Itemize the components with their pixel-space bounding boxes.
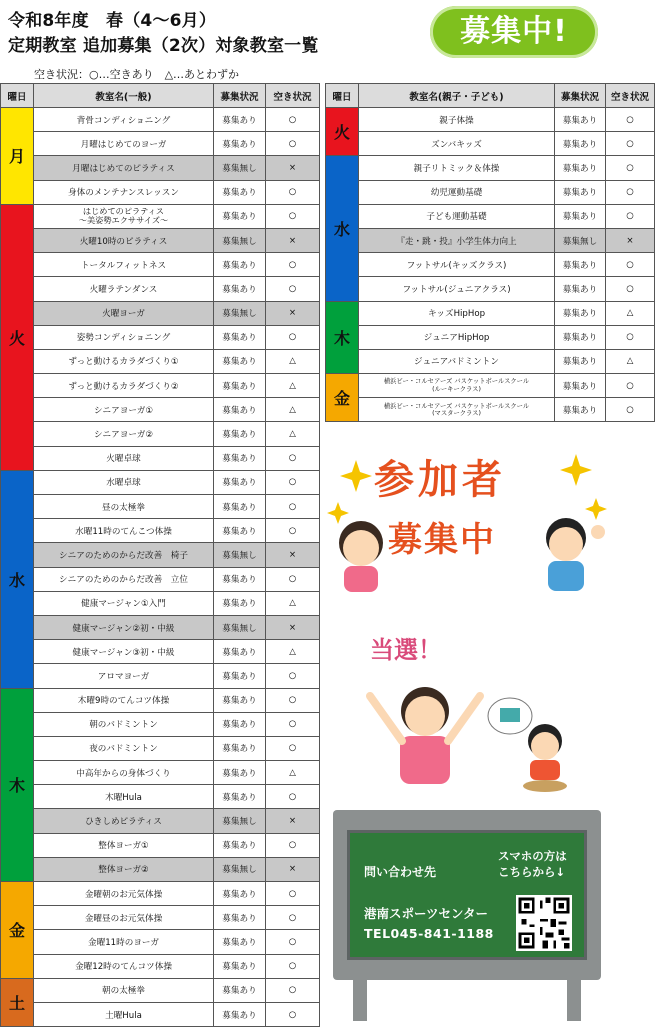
availability-cell: × — [266, 809, 320, 833]
table-row — [1, 809, 320, 833]
class-name-cell: 身体のメンテナンスレッスン — [34, 180, 214, 204]
day-cell: 木 — [1, 688, 34, 882]
table-row — [1, 785, 320, 809]
class-name-cell: 金曜11時のヨーガ — [34, 930, 214, 954]
status-cell: 募集あり — [214, 519, 266, 543]
class-name-cell: 火曜ヨーガ — [34, 301, 214, 325]
family-table-header — [326, 84, 655, 108]
class-name-cell: ジュニアバドミントン — [359, 349, 555, 373]
status-cell: 募集あり — [214, 470, 266, 494]
table-row — [1, 954, 320, 978]
class-name-cell: フットサル(ジュニアクラス) — [359, 277, 555, 301]
availability-cell: ○ — [266, 325, 320, 349]
status-cell: 募集あり — [214, 688, 266, 712]
status-cell: 募集あり — [214, 446, 266, 470]
class-name-cell: 親子リトミック＆体操 — [359, 156, 555, 180]
table-row — [1, 204, 320, 228]
table-row — [1, 374, 320, 398]
availability-cell: ○ — [606, 156, 655, 180]
availability-legend: 空き状況：○…空きあり △…あとわずか — [34, 68, 240, 81]
availability-cell: ○ — [266, 567, 320, 591]
availability-cell: × — [266, 228, 320, 252]
availability-cell: × — [266, 543, 320, 567]
availability-cell: ○ — [266, 108, 320, 132]
availability-cell: ○ — [606, 180, 655, 204]
availability-cell: ○ — [266, 470, 320, 494]
class-name-cell: ずっと動けるカラダづくり① — [34, 349, 214, 373]
phone-number: TEL045-841-1188 — [364, 926, 494, 941]
status-cell: 募集あり — [214, 930, 266, 954]
table-row — [1, 1002, 320, 1026]
table-row — [326, 180, 655, 204]
status-cell: 募集あり — [214, 495, 266, 519]
table-row — [1, 640, 320, 664]
status-cell: 募集あり — [555, 398, 606, 422]
class-name-header: 教室名(親子・子ども) — [359, 84, 555, 108]
class-name-cell: ひきしめピラティス — [34, 809, 214, 833]
table-row — [326, 228, 655, 252]
day-cell: 火 — [326, 108, 359, 156]
class-name-cell: 子ども運動基礎 — [359, 204, 555, 228]
status-cell: 募集あり — [214, 277, 266, 301]
table-row — [1, 422, 320, 446]
table-row — [1, 664, 320, 688]
contact-board — [333, 810, 601, 1022]
availability-cell: ○ — [266, 664, 320, 688]
class-name-cell: 夜のバドミントン — [34, 736, 214, 760]
table-row — [1, 253, 320, 277]
table-row — [326, 349, 655, 373]
table-row — [326, 374, 655, 398]
class-name-cell: キッズHipHop — [359, 301, 555, 325]
status-cell: 募集無し — [214, 156, 266, 180]
status-cell: 募集あり — [555, 253, 606, 277]
celebrating-people-illustration — [340, 626, 610, 801]
board-panel — [347, 830, 587, 960]
availability-cell: ○ — [266, 882, 320, 906]
table-row — [1, 882, 320, 906]
class-name-cell: 木曜Hula — [34, 785, 214, 809]
availability-cell: ○ — [606, 132, 655, 156]
status-cell: 募集あり — [214, 785, 266, 809]
table-row — [1, 906, 320, 930]
availability-cell: × — [266, 615, 320, 639]
class-name-cell: 水曜11時のてんこつ体操 — [34, 519, 214, 543]
table-row — [1, 349, 320, 373]
table-row — [1, 930, 320, 954]
class-name-cell: フットサル(キッズクラス) — [359, 253, 555, 277]
class-name-cell: 土曜Hula — [34, 1002, 214, 1026]
table-row — [1, 132, 320, 156]
status-cell: 募集あり — [555, 204, 606, 228]
class-name-cell: 金曜朝のお元気体操 — [34, 882, 214, 906]
availability-header: 空き状況 — [606, 84, 655, 108]
status-cell: 募集あり — [214, 761, 266, 785]
table-row — [326, 398, 655, 422]
availability-cell: × — [266, 857, 320, 881]
availability-cell: ○ — [606, 253, 655, 277]
day-cell: 水 — [326, 156, 359, 301]
table-row — [1, 736, 320, 760]
table-row — [1, 495, 320, 519]
status-cell: 募集あり — [555, 349, 606, 373]
smartphone-label: スマホの方は こちらから↓ — [498, 849, 567, 879]
table-row — [326, 108, 655, 132]
status-cell: 募集あり — [214, 591, 266, 615]
status-cell: 募集あり — [555, 156, 606, 180]
class-name-cell: 横浜ビー・コルセアーズ バスケットボールスクール (ルーキークラス) — [359, 374, 555, 398]
availability-cell: ○ — [606, 325, 655, 349]
table-row — [1, 567, 320, 591]
participants-heading: 参加者 — [374, 457, 506, 503]
class-name-cell: 昼の太極拳 — [34, 495, 214, 519]
class-name-cell: 火曜ラテンダンス — [34, 277, 214, 301]
status-cell: 募集あり — [555, 108, 606, 132]
table-row — [326, 204, 655, 228]
availability-header: 空き状況 — [266, 84, 320, 108]
availability-cell: × — [266, 156, 320, 180]
status-cell: 募集無し — [214, 857, 266, 881]
availability-cell: ○ — [266, 253, 320, 277]
class-name-cell: シニアヨーガ① — [34, 398, 214, 422]
class-name-cell: 朝のバドミントン — [34, 712, 214, 736]
table-row — [1, 615, 320, 639]
status-cell: 募集無し — [214, 809, 266, 833]
class-name-cell: 金曜昼のお元気体操 — [34, 906, 214, 930]
class-name-cell: 朝の太極拳 — [34, 978, 214, 1002]
family-class-table — [325, 83, 655, 422]
status-cell: 募集あり — [214, 640, 266, 664]
people-illustration — [326, 440, 616, 600]
class-name-cell: 金曜12時のてんコツ体操 — [34, 954, 214, 978]
general-table-header — [1, 84, 320, 108]
availability-cell: ○ — [266, 736, 320, 760]
class-name-cell: 『走・跳・投』小学生体力向上 — [359, 228, 555, 252]
page-title: 令和8年度 春（4～6月） — [8, 11, 217, 31]
availability-cell: ○ — [606, 374, 655, 398]
class-name-cell: 健康マージャン③初・中級 — [34, 640, 214, 664]
winner-illustration — [340, 626, 610, 801]
status-cell: 募集あり — [214, 712, 266, 736]
table-row — [1, 277, 320, 301]
availability-cell: × — [606, 228, 655, 252]
day-cell: 金 — [326, 374, 359, 422]
day-header: 曜日 — [1, 84, 34, 108]
availability-cell: ○ — [266, 688, 320, 712]
day-cell: 火 — [1, 204, 34, 470]
class-name-cell: シニアのためのからだ改善 立位 — [34, 567, 214, 591]
status-cell: 募集あり — [214, 325, 266, 349]
availability-cell: ○ — [266, 277, 320, 301]
table-row — [1, 688, 320, 712]
status-cell: 募集無し — [555, 228, 606, 252]
table-row — [1, 857, 320, 881]
board-leg-right — [567, 975, 581, 1021]
class-name-cell: 整体ヨーガ② — [34, 857, 214, 881]
availability-cell: ○ — [606, 108, 655, 132]
class-name-cell: 姿勢コンディショニング — [34, 325, 214, 349]
status-cell: 募集無し — [214, 228, 266, 252]
status-cell: 募集あり — [214, 108, 266, 132]
page-subtitle: 定期教室 追加募集（2次）対象教室一覧 — [8, 36, 319, 56]
availability-cell: ○ — [266, 1002, 320, 1026]
status-cell: 募集あり — [214, 180, 266, 204]
availability-cell: ○ — [266, 930, 320, 954]
availability-cell: △ — [266, 761, 320, 785]
status-cell: 募集あり — [214, 253, 266, 277]
day-cell: 土 — [1, 978, 34, 1026]
status-cell: 募集あり — [214, 349, 266, 373]
status-cell: 募集あり — [214, 954, 266, 978]
status-cell: 募集無し — [214, 543, 266, 567]
class-name-cell: 火曜10時のピラティス — [34, 228, 214, 252]
status-cell: 募集無し — [214, 301, 266, 325]
availability-cell: △ — [266, 422, 320, 446]
table-row — [1, 761, 320, 785]
status-cell: 募集あり — [214, 204, 266, 228]
class-name-cell: 親子体操 — [359, 108, 555, 132]
status-header: 募集状況 — [214, 84, 266, 108]
participants-illustration — [326, 440, 616, 600]
class-name-cell: 中高年からの身体づくり — [34, 761, 214, 785]
status-cell: 募集あり — [555, 277, 606, 301]
availability-cell: ○ — [266, 180, 320, 204]
table-row — [1, 325, 320, 349]
status-cell: 募集あり — [214, 833, 266, 857]
day-cell: 金 — [1, 882, 34, 979]
status-cell: 募集あり — [214, 906, 266, 930]
table-row — [326, 325, 655, 349]
availability-cell: ○ — [266, 954, 320, 978]
status-cell: 募集あり — [555, 180, 606, 204]
class-name-cell: はじめてのピラティス ～美姿勢エクササイズ～ — [34, 204, 214, 228]
table-row — [326, 253, 655, 277]
class-name-cell: 月曜はじめてのピラティス — [34, 156, 214, 180]
status-cell: 募集あり — [214, 422, 266, 446]
table-row — [326, 301, 655, 325]
day-cell: 木 — [326, 301, 359, 374]
status-cell: 募集あり — [555, 301, 606, 325]
status-header: 募集状況 — [555, 84, 606, 108]
availability-cell: ○ — [606, 398, 655, 422]
availability-cell: △ — [266, 349, 320, 373]
class-name-header: 教室名(一般) — [34, 84, 214, 108]
availability-cell: △ — [266, 591, 320, 615]
status-cell: 募集あり — [214, 736, 266, 760]
status-cell: 募集あり — [555, 374, 606, 398]
status-cell: 募集あり — [555, 325, 606, 349]
availability-cell: × — [266, 301, 320, 325]
availability-cell: ○ — [266, 906, 320, 930]
table-row — [1, 591, 320, 615]
availability-cell: ○ — [266, 978, 320, 1002]
availability-cell: △ — [266, 374, 320, 398]
availability-cell: ○ — [266, 495, 320, 519]
general-class-table — [0, 83, 320, 1027]
table-row — [1, 398, 320, 422]
table-row — [326, 277, 655, 301]
class-name-cell: 背骨コンディショニング — [34, 108, 214, 132]
availability-cell: ○ — [266, 446, 320, 470]
status-cell: 募集あり — [214, 978, 266, 1002]
class-name-cell: 月曜はじめてのヨーガ — [34, 132, 214, 156]
day-cell: 水 — [1, 470, 34, 688]
class-name-cell: シニアヨーガ② — [34, 422, 214, 446]
status-cell: 募集あり — [555, 132, 606, 156]
table-row — [1, 833, 320, 857]
status-cell: 募集無し — [214, 615, 266, 639]
recruiting-badge: 募集中! — [430, 6, 598, 58]
availability-cell: △ — [266, 398, 320, 422]
class-name-cell: 健康マージャン②初・中級 — [34, 615, 214, 639]
day-header: 曜日 — [326, 84, 359, 108]
table-row — [1, 470, 320, 494]
status-cell: 募集あり — [214, 374, 266, 398]
day-cell: 月 — [1, 108, 34, 205]
table-row — [1, 180, 320, 204]
table-row — [1, 712, 320, 736]
status-cell: 募集あり — [214, 398, 266, 422]
availability-cell: ○ — [606, 277, 655, 301]
availability-cell: △ — [606, 349, 655, 373]
contact-title: 問い合わせ先 — [364, 865, 437, 879]
class-name-cell: シニアのためのからだ改善 椅子 — [34, 543, 214, 567]
winner-text: 当選！ — [370, 636, 442, 664]
class-name-cell: 幼児運動基礎 — [359, 180, 555, 204]
availability-cell: ○ — [266, 204, 320, 228]
class-name-cell: トータルフィットネス — [34, 253, 214, 277]
class-name-cell: 火曜卓球 — [34, 446, 214, 470]
class-name-cell: 水曜卓球 — [34, 470, 214, 494]
status-cell: 募集あり — [214, 1002, 266, 1026]
table-row — [1, 108, 320, 132]
table-row — [326, 156, 655, 180]
table-row — [1, 543, 320, 567]
availability-cell: △ — [266, 640, 320, 664]
table-row — [1, 301, 320, 325]
class-name-cell: アロマヨーガ — [34, 664, 214, 688]
class-name-cell: 横浜ビー・コルセアーズ バスケットボールスクール (マスタークラス) — [359, 398, 555, 422]
status-cell: 募集あり — [214, 567, 266, 591]
availability-cell: ○ — [266, 833, 320, 857]
table-row — [326, 132, 655, 156]
table-row — [1, 519, 320, 543]
availability-cell: ○ — [266, 132, 320, 156]
status-cell: 募集あり — [214, 132, 266, 156]
class-name-cell: ずっと動けるカラダづくり② — [34, 374, 214, 398]
availability-cell: ○ — [606, 204, 655, 228]
table-row — [1, 228, 320, 252]
center-name: 港南スポーツセンター — [364, 906, 489, 921]
status-cell: 募集あり — [214, 882, 266, 906]
board-leg-left — [353, 975, 367, 1021]
availability-cell: ○ — [266, 712, 320, 736]
table-row — [1, 978, 320, 1002]
availability-cell: ○ — [266, 785, 320, 809]
availability-cell: ○ — [266, 519, 320, 543]
class-name-cell: ジュニアHipHop — [359, 325, 555, 349]
class-name-cell: 木曜9時のてんコツ体操 — [34, 688, 214, 712]
recruiting-heading: 募集中 — [388, 520, 496, 560]
class-name-cell: 整体ヨーガ① — [34, 833, 214, 857]
class-name-cell: 健康マージャン①入門 — [34, 591, 214, 615]
status-cell: 募集あり — [214, 664, 266, 688]
availability-cell: △ — [606, 301, 655, 325]
table-row — [1, 446, 320, 470]
table-row — [1, 156, 320, 180]
class-name-cell: ズンバキッズ — [359, 132, 555, 156]
qr-code-icon[interactable] — [516, 895, 572, 951]
